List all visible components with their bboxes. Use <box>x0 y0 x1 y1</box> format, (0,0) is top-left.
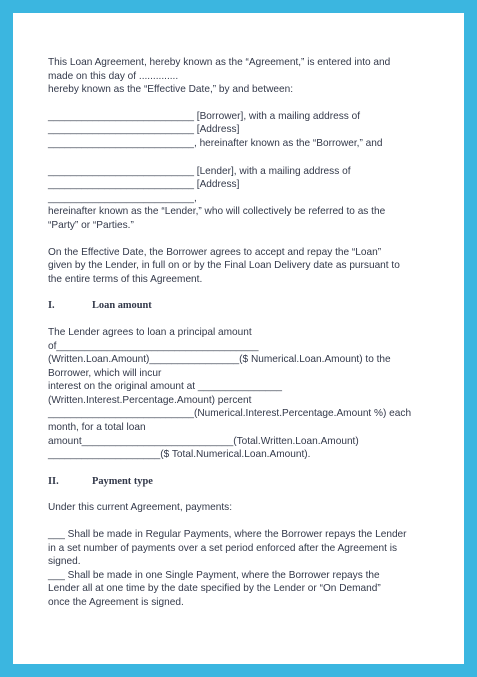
text-line: in a set number of payments over a set period enforced after the Agreement is <box>48 542 397 554</box>
document-page <box>13 13 464 664</box>
text-line: of____________________________________ <box>48 340 259 352</box>
text-line: __________________________, <box>48 192 197 204</box>
document-content <box>48 56 438 610</box>
text-line: On the Effective Date, the Borrower agrees to accept and repay the “Loan” <box>48 246 382 258</box>
text-line: hereinafter known as the “Lender,” who will collectively be referred to as the <box>48 206 386 218</box>
text-line: (Written.Loan.Amount)________________($ Numerical.Loan.Amount) to the <box>48 354 391 366</box>
section-number: I. <box>48 300 55 312</box>
text-line: made on this day of .............. <box>48 70 179 82</box>
text-line: once the Agreement is signed. <box>48 597 184 608</box>
text-line: __________________________, hereinafter known as the “Borrower,” and <box>48 137 383 149</box>
text-line: “Party” or “Parties.” <box>48 219 134 231</box>
text-line: given by the Lender, in full on or by the Final Loan Delivery date as pursuant to <box>48 260 400 272</box>
text-line: amount___________________________(Total.Written.Loan.Amount) <box>48 435 359 447</box>
text-line: ___ Shall be made in one Single Payment, where the Borrower repays the <box>48 569 380 581</box>
text-line: __________________________ [Lender], with a mailing address of <box>48 165 351 177</box>
text-line: the entire terms of this Agreement. <box>48 273 203 285</box>
payment-options <box>48 528 438 610</box>
text-line: Lender all at one time by the date specified by the Lender or “On Demand” <box>48 583 381 595</box>
text-line: ___ Shall be made in Regular Payments, where the Borrower repays the Lender <box>48 529 407 541</box>
intro-paragraph <box>48 56 438 97</box>
text-line: The Lender agrees to loan a principal amount <box>48 326 252 338</box>
text-line: interest on the original amount at _______________ <box>48 381 283 393</box>
text-line: __________________________ [Address] <box>48 179 240 191</box>
text-line: __________________________(Numerical.Interest.Percentage.Amount %) each <box>48 408 412 420</box>
section-number: II. <box>48 475 59 487</box>
section-heading-loan-amount <box>48 299 438 313</box>
text-line: month, for a total loan <box>48 422 146 434</box>
text-line: ____________________($ Total.Numerical.Loan.Amount). <box>48 449 311 461</box>
text-line: hereby known as the “Effective Date,” by and between: <box>48 84 294 96</box>
section-title: Loan amount <box>92 300 152 312</box>
loan-amount-paragraph <box>48 326 438 462</box>
lender-paragraph <box>48 165 438 233</box>
section-title: Payment type <box>92 475 153 487</box>
text-line: Borrower, which will incur <box>48 367 162 379</box>
text-line: This Loan Agreement, hereby known as the “Agreement,” is entered into and <box>48 57 391 68</box>
effective-date-paragraph <box>48 246 438 287</box>
text-line: __________________________ [Address] <box>48 124 240 136</box>
borrower-paragraph <box>48 110 438 151</box>
text-line: (Written.Interest.Percentage.Amount) percent <box>48 394 252 406</box>
text-line: signed. <box>48 556 81 568</box>
section-heading-payment-type <box>48 475 438 489</box>
payment-intro: Under this current Agreement, payments: <box>48 502 233 514</box>
text-line: __________________________ [Borrower], with a mailing address of <box>48 110 361 122</box>
